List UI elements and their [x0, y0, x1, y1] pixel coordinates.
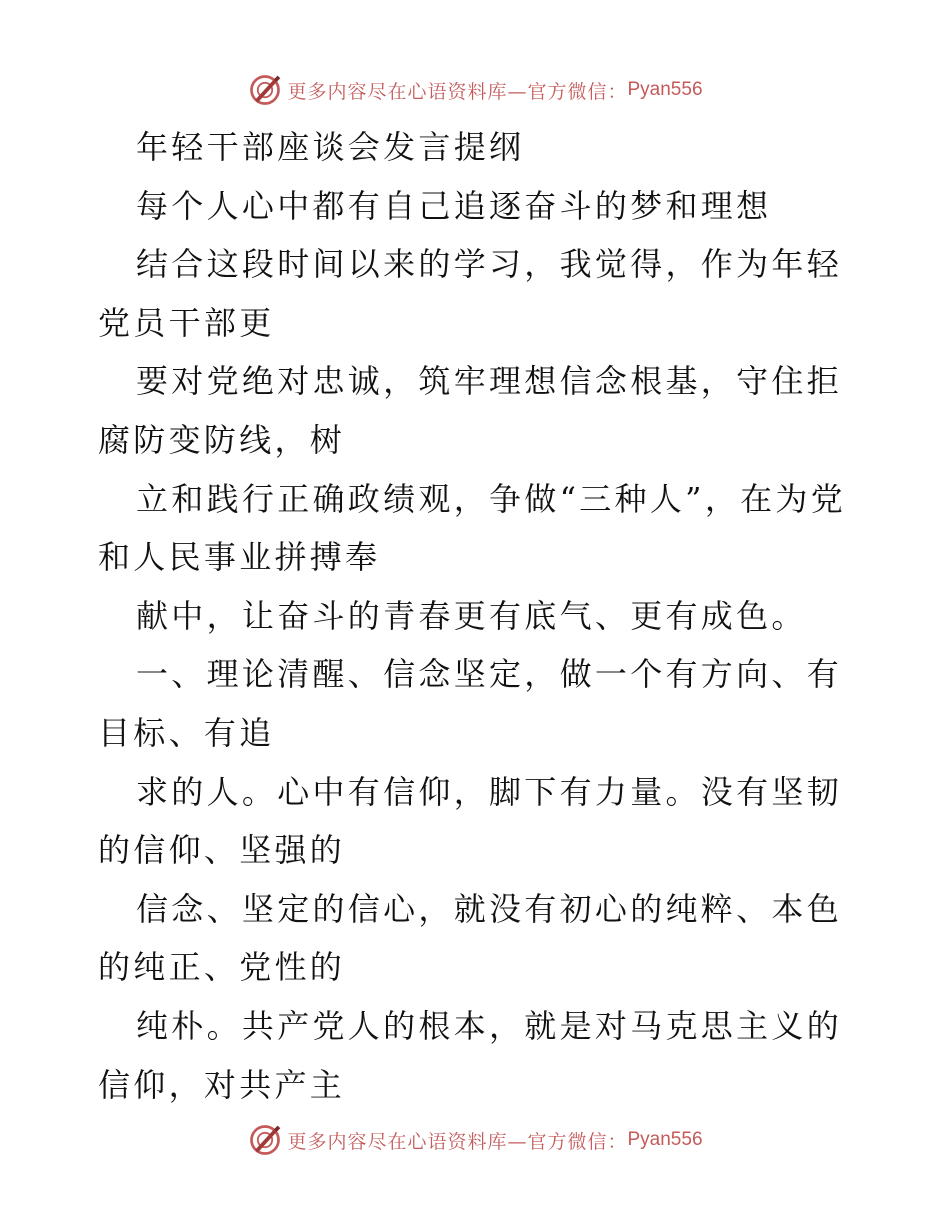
footer-banner-text: 更多内容尽在心语资料库—官方微信：: [287, 1130, 628, 1153]
doc-line: 每个人心中都有自己追逐奋斗的梦和理想: [136, 186, 772, 225]
footer-banner: [0, 1120, 950, 1160]
doc-line: 纯朴。共产党人的根本，就是对马克思主义的信仰，对共产主: [98, 1006, 843, 1104]
doc-line: 求的人。心中有信仰，脚下有力量。没有坚韧的信仰、坚强的: [98, 772, 843, 870]
header-banner-text: 更多内容尽在心语资料库—官方微信：: [287, 80, 628, 103]
doc-line: 要对党绝对忠诚，筑牢理想信念根基，守住拒腐防变防线，树: [98, 362, 843, 459]
footer-banner-id: Pyan556: [627, 1129, 703, 1150]
pen-logo-icon: [247, 1122, 283, 1158]
header-banner-id: Pyan556: [627, 79, 703, 100]
pen-logo-icon: [247, 72, 283, 108]
doc-title: 年轻干部座谈会发言提纲: [136, 128, 525, 166]
doc-line: 立和践行正确政绩观，争做“三种人”，在为党和人民事业拼搏奉: [98, 479, 847, 577]
doc-line: 结合这段时间以来的学习，我觉得，作为年轻党员干部更: [98, 245, 843, 342]
doc-line: 一、理论清醒、信念坚定，做一个有方向、有目标、有追: [98, 655, 843, 752]
header-banner: [0, 70, 950, 110]
document-body: [98, 118, 850, 1114]
doc-line: 献中，让奋斗的青春更有底气、更有成色。: [136, 596, 807, 635]
doc-line: 信念、坚定的信心，就没有初心的纯粹、本色的纯正、党性的: [98, 889, 843, 987]
